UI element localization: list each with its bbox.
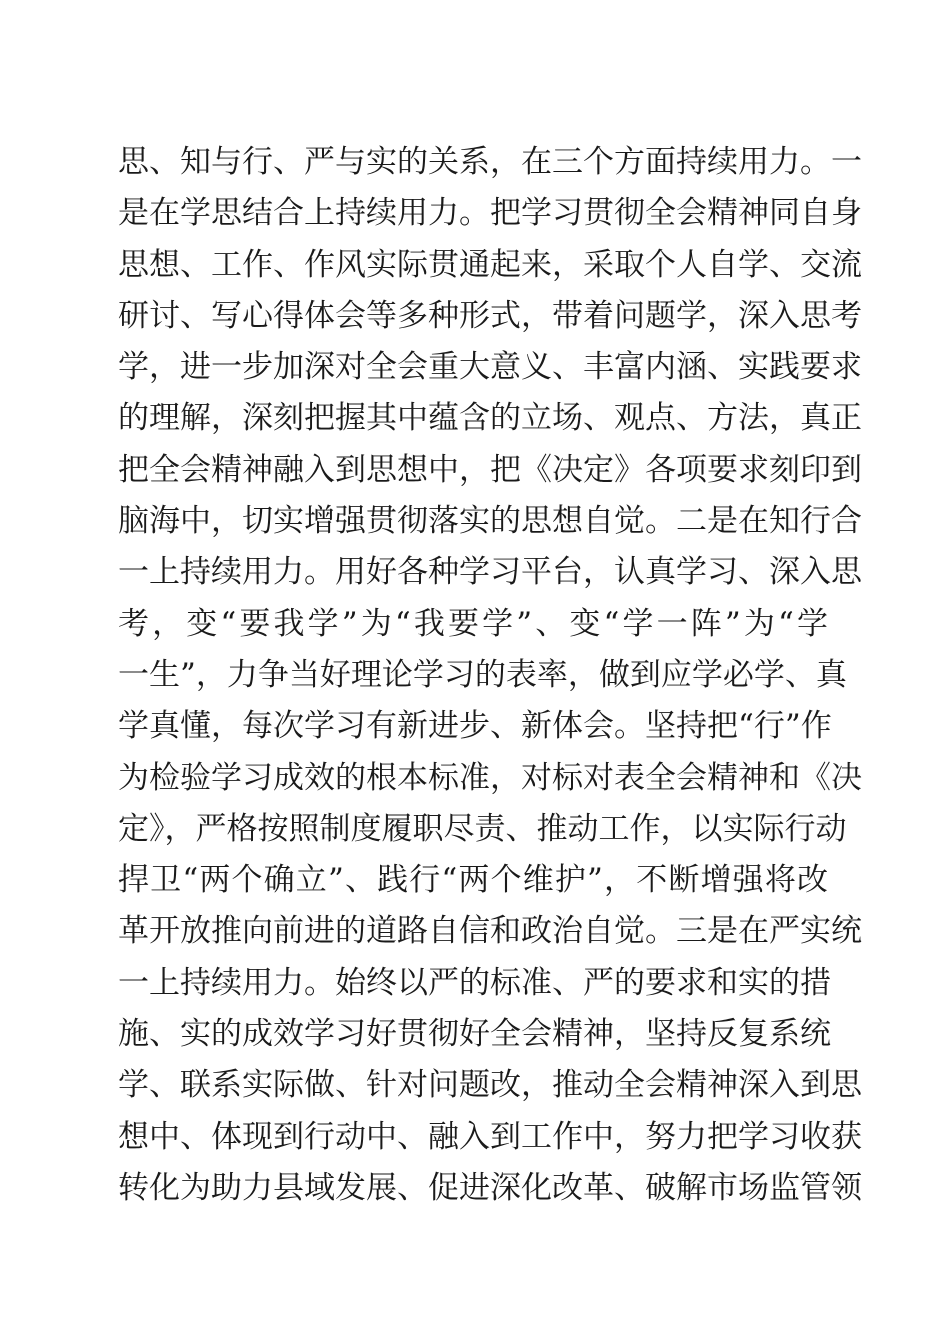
text-line: 是在学思结合上持续用力。把学习贯彻全会精神同自身 <box>118 195 862 232</box>
body-text <box>118 137 862 1214</box>
text-line: 学，进一步加深对全会重大意义、丰富内涵、实践要求 <box>118 349 862 386</box>
text-line: 研讨、写心得体会等多种形式，带着问题学，深入思考 <box>118 297 862 334</box>
text-line: 一上持续用力。始终以严的标准、严的要求和实的措 <box>118 964 831 1001</box>
text-line: 一上持续用力。用好各种学习平台，认真学习、深入思 <box>118 554 862 591</box>
text-line: 学、联系实际做、针对问题改，推动全会精神深入到思 <box>118 1067 862 1104</box>
text-line: 为检验学习成效的根本标准，对标对表全会精神和《决 <box>118 759 862 796</box>
text-line: 一生”，力争当好理论学习的表率，做到应学必学、真 <box>118 656 847 693</box>
text-line: 脑海中，切实增强贯彻落实的思想自觉。二是在知行合 <box>118 503 862 540</box>
text-line: 定》，严格按照制度履职尽责、推动工作，以实际行动 <box>118 810 847 847</box>
text-line: 的理解，深刻把握其中蕴含的立场、观点、方法，真正 <box>118 400 862 437</box>
text-line: 考，变“要我学”为“我要学”、变“学一阵”为“学 <box>118 605 828 642</box>
text-line: 思想、工作、作风实际贯通起来，采取个人自学、交流 <box>118 246 862 283</box>
text-line: 把全会精神融入到思想中，把《决定》各项要求刻印到 <box>118 451 862 488</box>
text-line: 学真懂，每次学习有新进步、新体会。坚持把“行”作 <box>118 708 832 745</box>
text-line: 想中、体现到行动中、融入到工作中，努力把学习收获 <box>118 1118 862 1155</box>
text-line: 施、实的成效学习好贯彻好全会精神，坚持反复系统 <box>118 1016 831 1053</box>
text-line: 捍卫“两个确立”、践行“两个维护”，不断增强将改 <box>118 862 828 899</box>
text-line: 革开放推向前进的道路自信和政治自觉。三是在严实统 <box>118 913 862 950</box>
text-line: 思、知与行、严与实的关系，在三个方面持续用力。一 <box>118 144 862 180</box>
text-line: 转化为助力县域发展、促进深化改革、破解市场监管领 <box>118 1169 862 1206</box>
